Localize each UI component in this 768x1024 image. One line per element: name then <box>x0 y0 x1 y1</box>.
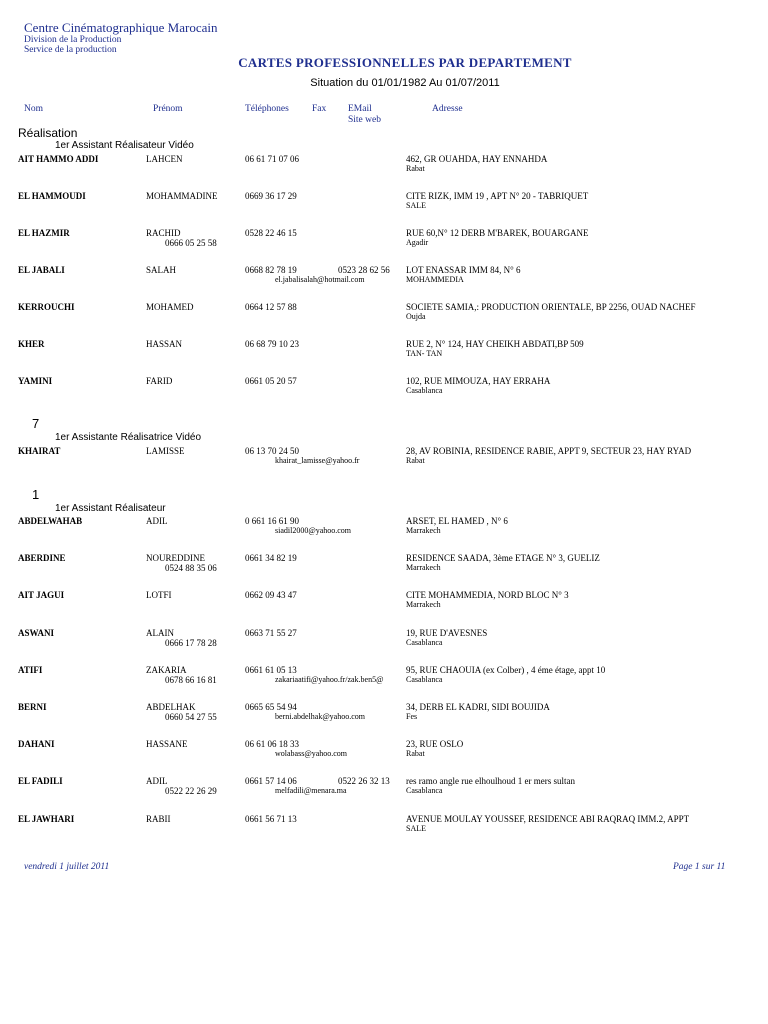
group-count: 1 <box>32 487 40 502</box>
person-mobile: 0678 66 16 81 <box>165 674 217 685</box>
header-email: EMail <box>348 104 372 114</box>
person-city: SALE <box>406 823 426 833</box>
person-email: wolabass@yahoo.com <box>275 749 348 759</box>
footer-page: Page 1 sur 11 <box>673 862 726 872</box>
org-name: Centre Cinématographique Marocain <box>24 20 218 35</box>
header-telephones: Téléphones <box>245 104 289 114</box>
person-last-name: EL JAWHARI <box>18 813 75 824</box>
person-city: Oujda <box>406 312 426 321</box>
person-phone: 06 13 70 24 50 <box>245 446 299 456</box>
person-address: 19, RUE D'AVESNES <box>406 627 488 638</box>
header-nom: Nom <box>24 104 43 114</box>
person-email: khairat_lamisse@yahoo.fr <box>275 456 360 465</box>
header-prenom: Prénom <box>153 104 183 114</box>
page-title: CARTES PROFESSIONNELLES PAR DEPARTEMENT <box>238 55 572 70</box>
person-first-name: ALAIN <box>146 627 174 638</box>
person-phone: 0669 36 17 29 <box>245 191 297 201</box>
person-first-name: ADIL <box>146 516 168 526</box>
person-mobile: 0524 88 35 06 <box>165 563 217 574</box>
person-mobile: 0666 05 25 58 <box>165 238 217 248</box>
header-fax: Fax <box>312 104 327 114</box>
table-row <box>0 665 768 695</box>
person-city: Rabat <box>406 456 425 465</box>
person-city: Marrakech <box>406 563 441 573</box>
person-first-name: SALAH <box>146 265 177 275</box>
person-city: Rabat <box>406 749 425 759</box>
org-service: Service de la production <box>24 45 117 55</box>
table-row <box>0 154 768 184</box>
person-address: AVENUE MOULAY YOUSSEF, RESIDENCE ABI RAQRAQ IMM.2, APPT <box>406 813 690 824</box>
person-city: SALE <box>406 201 426 210</box>
person-last-name: YAMINI <box>18 376 53 386</box>
table-row <box>0 553 768 583</box>
person-first-name: LAHCEN <box>146 154 183 164</box>
job-title: 1er Assistant Réalisateur <box>55 503 166 514</box>
table-row <box>0 590 768 620</box>
table-row <box>0 628 768 658</box>
person-address: RUE 2, N° 124, HAY CHEIKH ABDATI,BP 509 <box>406 339 584 349</box>
person-last-name: DAHANI <box>18 739 55 750</box>
person-phone: 0664 12 57 88 <box>245 302 297 312</box>
person-city: Rabat <box>406 164 425 173</box>
person-first-name: HASSAN <box>146 339 183 349</box>
person-address: RESIDENCE SAADA, 3ème ETAGE N° 3, GUELIZ <box>406 553 600 564</box>
person-phone: 06 68 79 10 23 <box>245 339 299 349</box>
person-city: Casablanca <box>406 386 443 395</box>
person-phone: 0661 61 05 13 <box>245 664 297 675</box>
person-city: Fes <box>406 712 418 721</box>
person-address: SOCIETE SAMIA,: PRODUCTION ORIENTALE, BP 2256, OUAD NACHEF <box>406 302 696 312</box>
person-last-name: KERROUCHI <box>18 302 75 312</box>
person-first-name: HASSANE <box>146 739 188 750</box>
person-address: CITE RIZK, IMM 19 , APT N° 20 - TABRIQUET <box>406 191 589 201</box>
job-title: 1er Assistant Réalisateur Vidéo <box>55 140 194 151</box>
person-address: 95, RUE CHAOUIA (ex Colber) , 4 éme étage, appt 10 <box>406 664 606 675</box>
person-first-name: ADIL <box>146 776 168 787</box>
person-last-name: EL HAMMOUDI <box>18 191 86 201</box>
table-row <box>0 376 768 406</box>
person-first-name: MOHAMMADINE <box>146 191 218 201</box>
table-row <box>0 302 768 332</box>
person-phone: 06 61 06 18 33 <box>245 739 299 750</box>
person-last-name: KHER <box>18 339 45 349</box>
person-last-name: ASWANI <box>18 627 55 638</box>
page-subtitle: Situation du 01/01/1982 Au 01/07/2011 <box>310 77 500 89</box>
person-first-name: RACHID <box>146 228 181 238</box>
table-row <box>0 702 768 732</box>
person-address: 462, GR OUAHDA, HAY ENNAHDA <box>406 154 548 164</box>
group-count: 7 <box>32 416 40 431</box>
person-phone: 06 61 71 07 06 <box>245 154 299 164</box>
person-email: melfadili@menara.ma <box>275 786 347 796</box>
person-last-name: AIT HAMMO ADDI <box>18 154 99 164</box>
person-fax: 0523 28 62 56 <box>338 265 390 275</box>
person-address: res ramo angle rue elhoulhoud 1 er mers sultan <box>406 776 575 787</box>
person-last-name: ABDELWAHAB <box>18 516 83 526</box>
table-row <box>0 776 768 806</box>
person-city: Marrakech <box>406 600 441 610</box>
person-phone: 0661 05 20 57 <box>245 376 297 386</box>
table-row <box>0 265 768 295</box>
person-last-name: ABERDINE <box>18 553 66 564</box>
table-row <box>0 814 768 844</box>
person-city: MOHAMMEDIA <box>406 275 464 284</box>
table-row <box>0 516 768 546</box>
person-phone: 0662 09 43 47 <box>245 590 297 601</box>
table-row <box>0 739 768 769</box>
person-first-name: MOHAMED <box>146 302 194 312</box>
person-first-name: LOTFI <box>146 590 172 601</box>
person-city: Agadir <box>406 238 429 247</box>
person-phone: 0 661 16 61 90 <box>245 516 299 526</box>
person-last-name: KHAIRAT <box>18 446 61 456</box>
person-phone: 0663 71 55 27 <box>245 627 297 638</box>
person-first-name: ZAKARIA <box>146 664 187 675</box>
person-last-name: EL HAZMIR <box>18 228 70 238</box>
person-mobile: 0522 22 26 29 <box>165 786 217 797</box>
table-row <box>0 339 768 369</box>
person-phone: 0661 57 14 06 <box>245 776 297 787</box>
person-last-name: EL JABALI <box>18 265 65 275</box>
person-email: berni.abdelhak@yahoo.com <box>275 712 366 721</box>
header-site-web: Site web <box>348 115 381 125</box>
person-phone: 0661 34 82 19 <box>245 553 297 564</box>
person-first-name: FARID <box>146 376 173 386</box>
person-city: Casablanca <box>406 674 443 684</box>
person-phone: 0668 82 78 19 <box>245 265 297 275</box>
person-address: 28, AV ROBINIA, RESIDENCE RABIE, APPT 9, SECTEUR 23, HAY RYAD <box>406 446 692 456</box>
person-city: Casablanca <box>406 786 443 796</box>
table-row <box>0 228 768 258</box>
person-first-name: LAMISSE <box>146 446 185 456</box>
person-phone: 0528 22 46 15 <box>245 228 297 238</box>
footer-date: vendredi 1 juillet 2011 <box>24 862 110 872</box>
header-adresse: Adresse <box>432 104 463 114</box>
person-last-name: EL FADILI <box>18 776 63 787</box>
person-last-name: BERNI <box>18 702 47 712</box>
person-phone: 0661 56 71 13 <box>245 813 297 824</box>
department-title: Réalisation <box>18 126 78 140</box>
person-city: TAN- TAN <box>406 349 443 358</box>
org-division: Division de la Production <box>24 35 122 45</box>
person-last-name: ATIFI <box>18 664 43 675</box>
person-last-name: AIT JAGUI <box>18 590 65 601</box>
table-row <box>0 446 768 476</box>
person-address: CITE MOHAMMEDIA, NORD BLOC N° 3 <box>406 590 569 601</box>
person-city: Casablanca <box>406 637 443 647</box>
person-mobile: 0666 17 78 28 <box>165 637 217 648</box>
table-row <box>0 191 768 221</box>
person-phone: 0665 65 54 94 <box>245 702 297 712</box>
person-email: zakariaatifi@yahoo.fr/zak.ben5@ <box>275 674 384 684</box>
person-city: Marrakech <box>406 526 441 535</box>
person-first-name: ABDELHAK <box>146 702 196 712</box>
person-address: 102, RUE MIMOUZA, HAY ERRAHA <box>406 376 551 386</box>
person-first-name: NOUREDDINE <box>146 553 205 564</box>
job-title: 1er Assistante Réalisatrice Vidéo <box>55 432 202 443</box>
person-first-name: RABII <box>146 813 171 824</box>
person-email: siadil2000@yahoo.com <box>275 526 352 535</box>
person-address: LOT ENASSAR IMM 84, N° 6 <box>406 265 521 275</box>
person-address: 34, DERB EL KADRI, SIDI BOUJIDA <box>406 702 550 712</box>
person-address: ARSET, EL HAMED , N° 6 <box>406 516 508 526</box>
person-address: 23, RUE OSLO <box>406 739 464 750</box>
person-mobile: 0660 54 27 55 <box>165 712 217 722</box>
person-email: el.jabalisalah@hotmail.com <box>275 275 365 284</box>
person-address: RUE 60,N° 12 DERB M'BAREK, BOUARGANE <box>406 228 589 238</box>
person-fax: 0522 26 32 13 <box>338 776 390 787</box>
